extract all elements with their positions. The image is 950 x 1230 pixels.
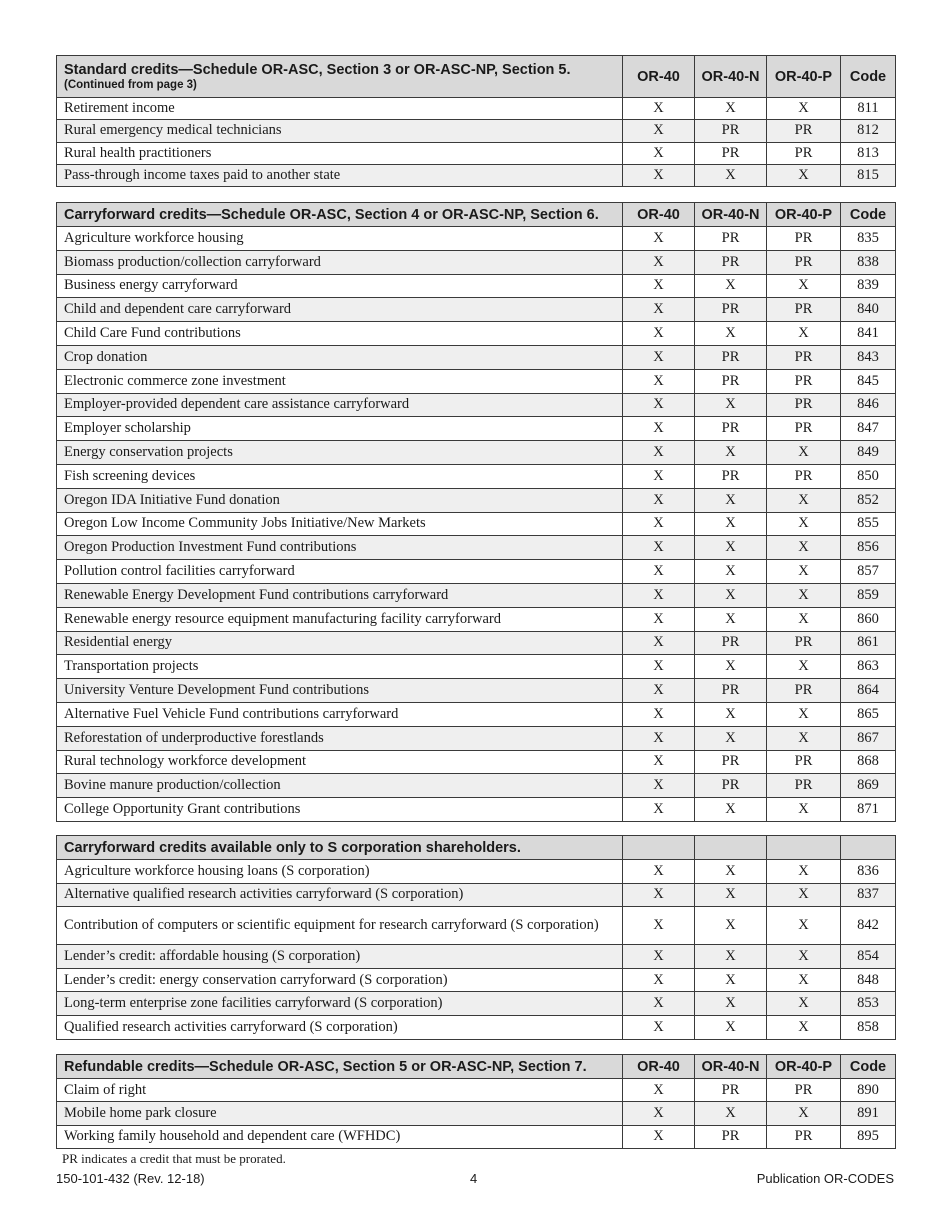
credit-name: Transportation projects bbox=[57, 655, 623, 679]
credit-code: 869 bbox=[841, 774, 896, 798]
column-header-2: OR-40-N bbox=[695, 56, 767, 98]
form-applicability: PR bbox=[767, 345, 841, 369]
form-applicability: X bbox=[695, 98, 767, 120]
credit-code: 835 bbox=[841, 227, 896, 251]
form-applicability: X bbox=[623, 417, 695, 441]
form-applicability: PR bbox=[767, 464, 841, 488]
form-applicability: PR bbox=[695, 298, 767, 322]
column-header-3: OR-40-P bbox=[767, 1055, 841, 1079]
form-applicability: X bbox=[623, 1079, 695, 1102]
credit-name: Renewable energy resource equipment manufacturing facility carryforward bbox=[57, 607, 623, 631]
column-header-1: OR-40 bbox=[623, 1055, 695, 1079]
form-applicability: X bbox=[623, 369, 695, 393]
form-applicability: PR bbox=[767, 120, 841, 142]
credit-name: University Venture Development Fund contributions bbox=[57, 679, 623, 703]
form-applicability: PR bbox=[767, 369, 841, 393]
credit-code: 891 bbox=[841, 1102, 896, 1125]
credit-code: 858 bbox=[841, 1015, 896, 1039]
form-applicability: X bbox=[623, 726, 695, 750]
table-header-row bbox=[57, 836, 896, 860]
form-number: 150-101-432 (Rev. 12-18) bbox=[56, 1171, 205, 1186]
section-title bbox=[57, 56, 623, 98]
credit-name: Agriculture workforce housing loans (S corporation) bbox=[57, 860, 623, 884]
form-applicability: X bbox=[623, 393, 695, 417]
credit-name: Oregon Production Investment Fund contributions bbox=[57, 536, 623, 560]
form-applicability: PR bbox=[767, 774, 841, 798]
form-applicability: PR bbox=[695, 1079, 767, 1102]
section-title-text: Standard credits—Schedule OR-ASC, Section 3 or OR-ASC-NP, Section 5. bbox=[64, 62, 571, 78]
table-row bbox=[57, 798, 896, 822]
column-header-4: Code bbox=[841, 1055, 896, 1079]
form-applicability: X bbox=[695, 536, 767, 560]
form-applicability: X bbox=[767, 441, 841, 465]
credit-name: Working family household and dependent care (WFHDC) bbox=[57, 1125, 623, 1148]
credit-name: Crop donation bbox=[57, 345, 623, 369]
credit-code: 852 bbox=[841, 488, 896, 512]
table-row bbox=[57, 907, 896, 945]
table-row bbox=[57, 142, 896, 164]
form-applicability: X bbox=[623, 512, 695, 536]
form-applicability: X bbox=[695, 560, 767, 584]
form-applicability: X bbox=[695, 1015, 767, 1039]
form-applicability: X bbox=[623, 120, 695, 142]
form-applicability: X bbox=[623, 1125, 695, 1148]
form-applicability: PR bbox=[767, 679, 841, 703]
form-applicability: X bbox=[623, 750, 695, 774]
credit-code: 837 bbox=[841, 883, 896, 907]
credit-code: 853 bbox=[841, 992, 896, 1016]
form-applicability: X bbox=[623, 560, 695, 584]
form-applicability: X bbox=[767, 655, 841, 679]
credit-name: Pollution control facilities carryforward bbox=[57, 560, 623, 584]
form-applicability: X bbox=[623, 655, 695, 679]
credit-name: Employer-provided dependent care assistance carryforward bbox=[57, 393, 623, 417]
form-applicability: X bbox=[623, 322, 695, 346]
form-applicability: X bbox=[695, 512, 767, 536]
form-applicability: X bbox=[767, 560, 841, 584]
page-number: 4 bbox=[470, 1171, 478, 1186]
form-applicability: X bbox=[695, 726, 767, 750]
credit-code: 845 bbox=[841, 369, 896, 393]
table-row bbox=[57, 560, 896, 584]
table-row bbox=[57, 583, 896, 607]
form-applicability: X bbox=[623, 274, 695, 298]
form-applicability: X bbox=[695, 607, 767, 631]
form-applicability: PR bbox=[767, 417, 841, 441]
form-applicability: PR bbox=[695, 417, 767, 441]
credit-name: Reforestation of underproductive forestlands bbox=[57, 726, 623, 750]
credit-name: Lender’s credit: affordable housing (S corporation) bbox=[57, 945, 623, 969]
form-applicability: PR bbox=[695, 345, 767, 369]
form-applicability: X bbox=[623, 164, 695, 186]
credit-code: 856 bbox=[841, 536, 896, 560]
table-row bbox=[57, 1079, 896, 1102]
section-subtitle: (Continued from page 3) bbox=[64, 79, 197, 91]
form-applicability: X bbox=[767, 702, 841, 726]
section-title-text: Carryforward credits—Schedule OR-ASC, Section 4 or OR-ASC-NP, Section 6. bbox=[64, 206, 599, 223]
table-row bbox=[57, 488, 896, 512]
credit-name: Contribution of computers or scientific equipment for research carryforward (S corporation) bbox=[57, 907, 623, 945]
table-row bbox=[57, 512, 896, 536]
credit-name: Business energy carryforward bbox=[57, 274, 623, 298]
credit-code: 895 bbox=[841, 1125, 896, 1148]
table-row bbox=[57, 774, 896, 798]
form-applicability: X bbox=[623, 631, 695, 655]
credit-code: 847 bbox=[841, 417, 896, 441]
standard-credits-table bbox=[56, 55, 896, 187]
section-title-text: Refundable credits—Schedule OR-ASC, Section 5 or OR-ASC-NP, Section 7. bbox=[64, 1058, 587, 1075]
form-applicability: X bbox=[695, 441, 767, 465]
form-applicability: X bbox=[623, 968, 695, 992]
refundable-credits-table bbox=[56, 1054, 896, 1149]
table-row bbox=[57, 322, 896, 346]
form-applicability: X bbox=[695, 992, 767, 1016]
credit-code: 860 bbox=[841, 607, 896, 631]
credit-code: 868 bbox=[841, 750, 896, 774]
section-title-text: Carryforward credits available only to S corporation shareholders. bbox=[64, 839, 521, 856]
credit-code: 841 bbox=[841, 322, 896, 346]
form-applicability: PR bbox=[767, 142, 841, 164]
form-applicability: PR bbox=[695, 369, 767, 393]
form-applicability: PR bbox=[695, 142, 767, 164]
form-applicability: X bbox=[623, 488, 695, 512]
form-applicability: X bbox=[623, 798, 695, 822]
form-applicability: X bbox=[623, 250, 695, 274]
table-header-row bbox=[57, 203, 896, 227]
table-row bbox=[57, 417, 896, 441]
credit-code: 850 bbox=[841, 464, 896, 488]
form-applicability: PR bbox=[695, 1125, 767, 1148]
credit-code: 812 bbox=[841, 120, 896, 142]
form-applicability: X bbox=[623, 1102, 695, 1125]
form-applicability: X bbox=[695, 655, 767, 679]
form-applicability: X bbox=[623, 464, 695, 488]
credit-name: Employer scholarship bbox=[57, 417, 623, 441]
credit-code: 865 bbox=[841, 702, 896, 726]
form-applicability: X bbox=[623, 583, 695, 607]
table-row bbox=[57, 464, 896, 488]
form-applicability: X bbox=[695, 968, 767, 992]
form-applicability: X bbox=[695, 488, 767, 512]
table-row bbox=[57, 120, 896, 142]
table-row bbox=[57, 441, 896, 465]
table-row bbox=[57, 1125, 896, 1148]
credit-name: Rural health practitioners bbox=[57, 142, 623, 164]
form-applicability: X bbox=[623, 536, 695, 560]
form-applicability: X bbox=[695, 274, 767, 298]
form-applicability: PR bbox=[767, 631, 841, 655]
table-row bbox=[57, 968, 896, 992]
credit-code: 840 bbox=[841, 298, 896, 322]
section-title bbox=[57, 203, 623, 227]
form-applicability: X bbox=[623, 860, 695, 884]
form-applicability: X bbox=[695, 1102, 767, 1125]
form-applicability: PR bbox=[767, 298, 841, 322]
table-row bbox=[57, 164, 896, 186]
credit-name: Qualified research activities carryforward (S corporation) bbox=[57, 1015, 623, 1039]
form-applicability: X bbox=[767, 992, 841, 1016]
form-applicability: PR bbox=[695, 227, 767, 251]
credit-name: Bovine manure production/collection bbox=[57, 774, 623, 798]
form-applicability: PR bbox=[767, 1125, 841, 1148]
credit-name: College Opportunity Grant contributions bbox=[57, 798, 623, 822]
table-row bbox=[57, 227, 896, 251]
column-header-3 bbox=[767, 836, 841, 860]
credit-name: Retirement income bbox=[57, 98, 623, 120]
column-header-3: OR-40-P bbox=[767, 203, 841, 227]
form-applicability: X bbox=[767, 274, 841, 298]
credit-code: 815 bbox=[841, 164, 896, 186]
form-applicability: PR bbox=[767, 227, 841, 251]
form-applicability: X bbox=[767, 322, 841, 346]
form-applicability: X bbox=[767, 583, 841, 607]
form-applicability: PR bbox=[695, 750, 767, 774]
credit-code: 890 bbox=[841, 1079, 896, 1102]
credit-code: 849 bbox=[841, 441, 896, 465]
form-applicability: X bbox=[623, 345, 695, 369]
form-applicability: X bbox=[767, 907, 841, 945]
column-header-2: OR-40-N bbox=[695, 203, 767, 227]
column-header-2: OR-40-N bbox=[695, 1055, 767, 1079]
form-applicability: X bbox=[695, 393, 767, 417]
credit-code: 871 bbox=[841, 798, 896, 822]
form-applicability: PR bbox=[767, 250, 841, 274]
credit-name: Renewable Energy Development Fund contributions carryforward bbox=[57, 583, 623, 607]
table-row bbox=[57, 631, 896, 655]
credit-name: Pass-through income taxes paid to another state bbox=[57, 164, 623, 186]
publication-name: Publication OR-CODES bbox=[756, 1171, 894, 1186]
form-applicability: X bbox=[767, 883, 841, 907]
table-row bbox=[57, 726, 896, 750]
table-row bbox=[57, 369, 896, 393]
column-header-2 bbox=[695, 836, 767, 860]
form-applicability: X bbox=[623, 1015, 695, 1039]
form-applicability: X bbox=[623, 702, 695, 726]
table-header-row bbox=[57, 1055, 896, 1079]
section-title bbox=[57, 1055, 623, 1079]
form-applicability: PR bbox=[695, 774, 767, 798]
form-applicability: X bbox=[767, 607, 841, 631]
credit-name: Biomass production/collection carryforward bbox=[57, 250, 623, 274]
credit-name: Energy conservation projects bbox=[57, 441, 623, 465]
column-header-1: OR-40 bbox=[623, 203, 695, 227]
column-header-3: OR-40-P bbox=[767, 56, 841, 98]
column-header-4 bbox=[841, 836, 896, 860]
form-applicability: X bbox=[767, 488, 841, 512]
credit-code: 838 bbox=[841, 250, 896, 274]
table-row bbox=[57, 860, 896, 884]
table-row bbox=[57, 702, 896, 726]
form-applicability: X bbox=[695, 583, 767, 607]
credit-name: Fish screening devices bbox=[57, 464, 623, 488]
form-applicability: PR bbox=[767, 750, 841, 774]
table-row bbox=[57, 679, 896, 703]
credit-name: Residential energy bbox=[57, 631, 623, 655]
table-row bbox=[57, 393, 896, 417]
form-applicability: X bbox=[767, 98, 841, 120]
table-row bbox=[57, 945, 896, 969]
form-applicability: X bbox=[767, 1102, 841, 1125]
carryforward-credits-table bbox=[56, 202, 896, 822]
credit-name: Rural technology workforce development bbox=[57, 750, 623, 774]
table-row bbox=[57, 607, 896, 631]
form-applicability: X bbox=[623, 98, 695, 120]
credit-name: Electronic commerce zone investment bbox=[57, 369, 623, 393]
credit-code: 857 bbox=[841, 560, 896, 584]
credit-code: 846 bbox=[841, 393, 896, 417]
credit-code: 861 bbox=[841, 631, 896, 655]
form-applicability: X bbox=[623, 907, 695, 945]
credit-name: Rural emergency medical technicians bbox=[57, 120, 623, 142]
credit-code: 843 bbox=[841, 345, 896, 369]
credit-code: 859 bbox=[841, 583, 896, 607]
form-applicability: X bbox=[767, 945, 841, 969]
form-applicability: X bbox=[767, 968, 841, 992]
table-row bbox=[57, 750, 896, 774]
form-applicability: X bbox=[695, 798, 767, 822]
form-applicability: X bbox=[623, 227, 695, 251]
form-applicability: X bbox=[623, 607, 695, 631]
credit-code: 854 bbox=[841, 945, 896, 969]
form-applicability: X bbox=[695, 945, 767, 969]
table-row bbox=[57, 98, 896, 120]
credit-code: 855 bbox=[841, 512, 896, 536]
credit-name: Alternative qualified research activities carryforward (S corporation) bbox=[57, 883, 623, 907]
form-applicability: X bbox=[695, 322, 767, 346]
credit-name: Child and dependent care carryforward bbox=[57, 298, 623, 322]
credit-name: Mobile home park closure bbox=[57, 1102, 623, 1125]
form-applicability: X bbox=[767, 536, 841, 560]
table-row bbox=[57, 274, 896, 298]
form-applicability: X bbox=[623, 992, 695, 1016]
column-header-1: OR-40 bbox=[623, 56, 695, 98]
form-applicability: X bbox=[767, 798, 841, 822]
credit-name: Long-term enterprise zone facilities carryforward (S corporation) bbox=[57, 992, 623, 1016]
form-applicability: PR bbox=[695, 631, 767, 655]
form-applicability: X bbox=[695, 164, 767, 186]
credit-code: 867 bbox=[841, 726, 896, 750]
credit-name: Claim of right bbox=[57, 1079, 623, 1102]
credit-name: Oregon IDA Initiative Fund donation bbox=[57, 488, 623, 512]
credit-code: 811 bbox=[841, 98, 896, 120]
credit-name: Lender’s credit: energy conservation carryforward (S corporation) bbox=[57, 968, 623, 992]
credit-name: Oregon Low Income Community Jobs Initiative/New Markets bbox=[57, 512, 623, 536]
form-applicability: X bbox=[767, 164, 841, 186]
table-row bbox=[57, 250, 896, 274]
credit-code: 863 bbox=[841, 655, 896, 679]
form-applicability: PR bbox=[695, 464, 767, 488]
form-applicability: X bbox=[695, 883, 767, 907]
form-applicability: X bbox=[623, 441, 695, 465]
table-row bbox=[57, 655, 896, 679]
credit-code: 839 bbox=[841, 274, 896, 298]
form-applicability: X bbox=[767, 1015, 841, 1039]
column-header-4: Code bbox=[841, 203, 896, 227]
table-row bbox=[57, 1102, 896, 1125]
form-applicability: PR bbox=[767, 393, 841, 417]
form-applicability: X bbox=[695, 702, 767, 726]
s-corp-credits-table bbox=[56, 835, 896, 1040]
table-row bbox=[57, 992, 896, 1016]
form-applicability: PR bbox=[767, 1079, 841, 1102]
table-row bbox=[57, 883, 896, 907]
form-applicability: X bbox=[623, 945, 695, 969]
credit-code: 813 bbox=[841, 142, 896, 164]
form-applicability: X bbox=[767, 512, 841, 536]
table-row bbox=[57, 536, 896, 560]
table-header-row bbox=[57, 56, 896, 98]
footnote: PR indicates a credit that must be prorated. bbox=[62, 1151, 286, 1166]
credit-code: 864 bbox=[841, 679, 896, 703]
form-applicability: X bbox=[695, 907, 767, 945]
table-row bbox=[57, 1015, 896, 1039]
credit-code: 836 bbox=[841, 860, 896, 884]
form-applicability: X bbox=[695, 860, 767, 884]
table-row bbox=[57, 298, 896, 322]
form-applicability: PR bbox=[695, 679, 767, 703]
form-applicability: X bbox=[623, 298, 695, 322]
form-applicability: X bbox=[623, 679, 695, 703]
credit-code: 842 bbox=[841, 907, 896, 945]
form-applicability: PR bbox=[695, 250, 767, 274]
form-applicability: X bbox=[623, 883, 695, 907]
column-header-1 bbox=[623, 836, 695, 860]
credit-name: Agriculture workforce housing bbox=[57, 227, 623, 251]
section-title bbox=[57, 836, 623, 860]
credit-name: Child Care Fund contributions bbox=[57, 322, 623, 346]
form-applicability: X bbox=[623, 142, 695, 164]
form-applicability: X bbox=[767, 860, 841, 884]
column-header-4: Code bbox=[841, 56, 896, 98]
table-row bbox=[57, 345, 896, 369]
form-applicability: X bbox=[767, 726, 841, 750]
credit-name: Alternative Fuel Vehicle Fund contributions carryforward bbox=[57, 702, 623, 726]
form-applicability: PR bbox=[695, 120, 767, 142]
credit-code: 848 bbox=[841, 968, 896, 992]
form-applicability: X bbox=[623, 774, 695, 798]
